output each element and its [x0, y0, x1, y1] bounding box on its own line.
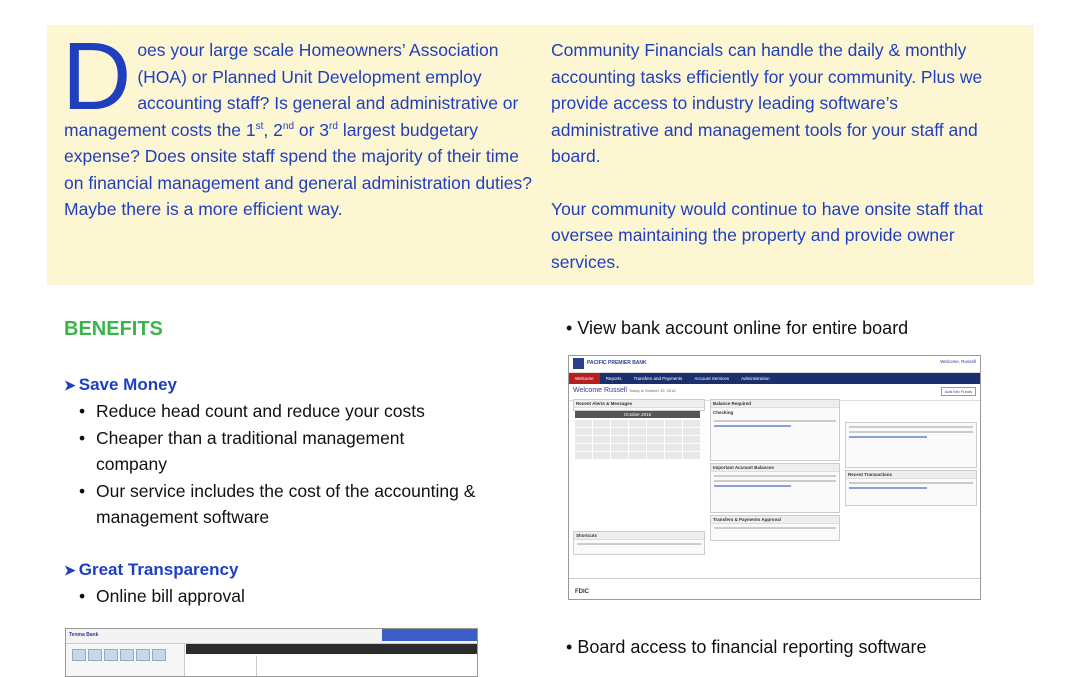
bank-add-funds-button: Add Info Funds [941, 387, 976, 396]
intro-right-column [551, 37, 1001, 275]
bank-calendar-month: October 2016 [575, 411, 700, 418]
screenshot-blue-header [382, 629, 477, 641]
bank-nav-item: Reports [605, 376, 622, 381]
bank-welcome-date: Today is October 19, 2016 [628, 388, 676, 393]
bank-nav [569, 373, 980, 384]
bullet-view-bank-account: • View bank account online for entire board [566, 318, 908, 339]
bank-nav-item: Welcome [569, 373, 600, 384]
bank-user: Welcome, Russell [940, 359, 976, 364]
intro-left-column [62, 23, 542, 223]
save-money-list [79, 398, 476, 531]
bank-dashboard-screenshot [568, 355, 981, 600]
list-item: • Cheaper than a traditional management company [79, 425, 476, 478]
screenshot-title: Tenma Bank [69, 632, 99, 638]
screenshot-viewer-toolbar [186, 644, 477, 654]
toolbar-icon [72, 649, 86, 661]
bullet-board-access: • Board access to financial reporting software [566, 637, 927, 658]
list-item: • Reduce head count and reduce your costs [79, 398, 476, 425]
intro-right-paragraph-1: Community Financials can handle the daily & monthly accounting tasks efficiently for your community. Plus we provide access to industry leading software’s administrative and management tools for your staff and board. [551, 40, 983, 166]
list-item: • Online bill approval [79, 583, 245, 610]
bank-nav-item: Transfers and Payments [633, 376, 683, 381]
intro-left-lead: oes your large scale Homeowners’ Association (HOA) or Planned Unit Development employ accounting staff? [137, 40, 499, 113]
bank-header [569, 356, 980, 373]
screenshot-document-area [256, 656, 478, 676]
bank-panel: Recent Alerts & Messages [573, 399, 705, 411]
benefits-title: BENEFITS [64, 318, 163, 340]
great-transparency-list [79, 583, 245, 610]
bank-welcome-text: Welcome Russell [573, 387, 627, 394]
toolbar-icon [136, 649, 150, 661]
toolbar-icon [104, 649, 118, 661]
bank-nav-item: Account Services [694, 376, 730, 381]
benefit-heading-save-money: ➤ Save Money [64, 375, 177, 394]
bank-nav-item: Administration [741, 376, 770, 381]
bank-panel [845, 422, 977, 468]
bank-name: PACIFIC PREMIER BANK [587, 360, 647, 366]
bank-panel: Transfers & Payments Approval [710, 515, 840, 541]
fdic-logo: FDIC [575, 589, 589, 595]
toolbar-icon [88, 649, 102, 661]
intro-right-paragraph-2: Your community would continue to have onsite staff that oversee maintaining the property and provide owner services. [551, 198, 983, 272]
screenshot-toolbar [66, 629, 477, 644]
bank-panel: Balance Required Checking [710, 399, 840, 461]
bank-panel: Recent Transactions [845, 470, 977, 506]
toolbar-icon [120, 649, 134, 661]
benefit-heading-great-transparency: ➤ Great Transparency [64, 560, 239, 579]
bank-panel: Shortcuts [573, 531, 705, 555]
bank-panel: Important Account Balances [710, 463, 840, 513]
toolbar-icon [152, 649, 166, 661]
bank-calendar [575, 411, 700, 483]
list-item: • Our service includes the cost of the accounting & management software [79, 478, 476, 531]
drop-cap-letter: D [62, 23, 132, 130]
bank-logo-icon [573, 358, 584, 369]
arrow-right-icon: ➤ [64, 377, 76, 393]
intro-left-question: Is general and administrative or management costs the 1st, 2nd or 3rd largest budgetary expense? Does onsite staff spend the majority of their time on financial management and general administration duties? Maybe there is a more efficient way. [64, 93, 532, 219]
arrow-right-icon: ➤ [64, 562, 76, 578]
bank-calendar-grid [575, 420, 700, 459]
bill-approval-screenshot [65, 628, 478, 677]
